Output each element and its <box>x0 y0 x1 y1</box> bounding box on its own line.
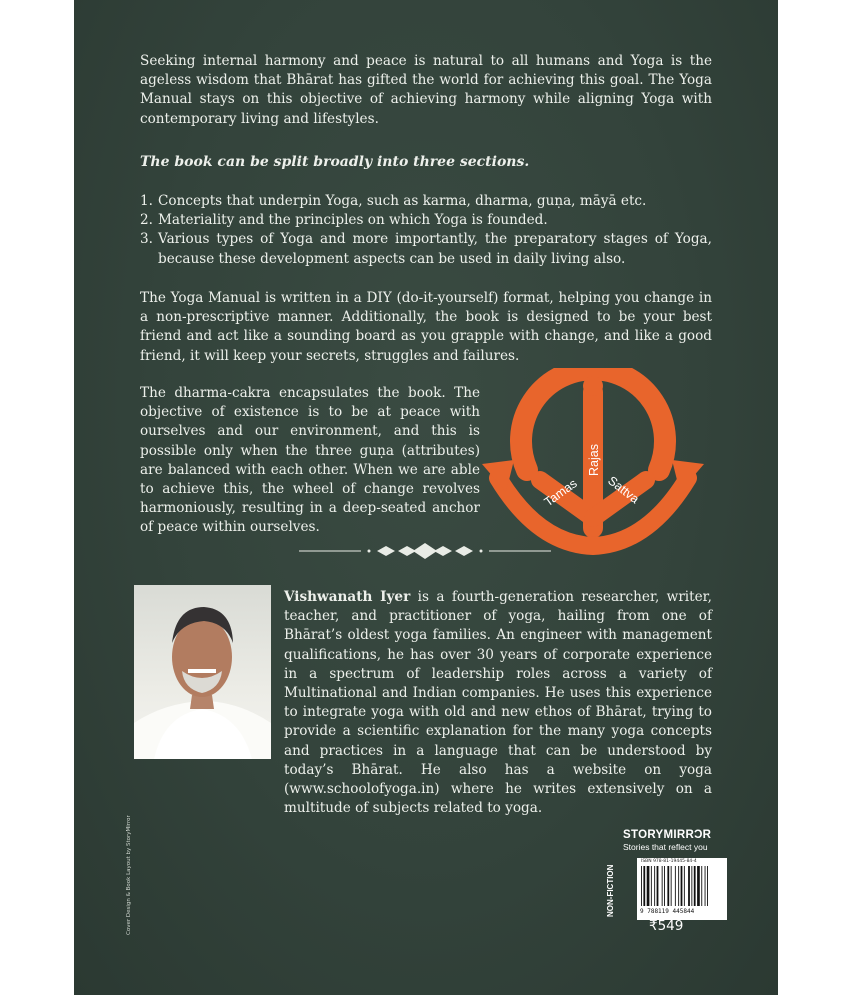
isbn-text: ISBN 978-81-19445-84-4 <box>641 859 697 864</box>
genre-label: NON-FICTION <box>606 864 615 917</box>
list-item <box>140 192 712 211</box>
wheel-label-tamas: Tamas <box>541 476 580 510</box>
intro-paragraph: Seeking internal harmony and peace is natural to all humans and Yoga is the ageless wisdom that Bhārat has gifted the world for achieving this goal. The Yoga Manual stays on this objective of achieving harmony while aligning Yoga with contemporary living and lifestyles. <box>140 53 712 127</box>
isbn-block <box>623 858 727 920</box>
design-credit: Cover Design & Book Layout by StoryMirror <box>126 815 132 935</box>
list-item <box>140 211 712 230</box>
wheel-label-rajas: Rajas <box>587 444 601 476</box>
list-item <box>140 230 712 268</box>
list-item-text: Concepts that underpin Yoga, such as karma, dharma, guṇa, māyā etc. <box>158 193 647 209</box>
publisher-tagline: Stories that reflect you <box>623 842 708 852</box>
wheel-label-sattva: Sattva <box>605 473 642 507</box>
sections-list <box>140 192 712 269</box>
author-bio-text: is a fourth-generation researcher, writer, teacher, and practitioner of yoga, hailing from one of Bhārat’s oldest yoga families. An engineer with management qualifications, he has over 30 years of corporate experience in a spectrum of leadership roles across a variety of Multinational and Indian companies. He uses this experience to integrate yoga with old and new ethos of Bhārat, trying to provide a scientific explanation for the many yoga concepts and practices in a language that can be understood by today’s Bhārat. He also has a website on yoga (www.schoolofyoga.in) where he writes extensively on a multitude of subjects related to yoga. <box>284 589 712 817</box>
list-item-text: Various types of Yoga and more importantly, the preparatory stages of Yoga, because these development aspects can be used in daily living also. <box>158 231 712 267</box>
barcode-bars <box>641 866 723 906</box>
author-photo <box>134 585 271 759</box>
back-cover <box>74 0 778 995</box>
author-bio <box>284 588 712 818</box>
publisher-logo <box>623 829 713 852</box>
diy-paragraph: The Yoga Manual is written in a DIY (do-it-yourself) format, helping you change in a non-prescriptive manner. Additionally, the book is designed to be your best friend and act like a sounding board as you grapple with change, and like a good friend, it will keep your secrets, struggles and failures. <box>140 290 712 364</box>
list-item-number: 2. <box>140 212 153 229</box>
barcode <box>637 858 727 920</box>
author-name: Vishwanath Iyer <box>284 589 411 605</box>
list-item-text: Materiality and the principles on which Yoga is founded. <box>158 212 548 229</box>
barcode-number: 9 788119 445844 <box>640 908 695 915</box>
ornamental-divider <box>299 542 551 560</box>
dharma-cakra-anchor-icon <box>478 368 708 558</box>
list-item-number: 3. <box>140 231 153 248</box>
price: ₹549 <box>649 918 684 934</box>
sections-heading: The book can be split broadly into three sections. <box>140 154 530 170</box>
publisher-name: STORYMIRRƆR <box>623 829 712 841</box>
dharma-paragraph: The dharma-cakra encapsulates the book. The objective of existence is to be at peace with ourselves and our environment, and this is possible only when the three guṇa (attributes) are balanced with each other. When we are able to achieve this, the wheel of change revolves harmoniously, resulting in a deep-seated anchor of peace within ourselves. <box>140 385 480 536</box>
anchor-ring-icon <box>583 376 603 396</box>
list-item-number: 1. <box>140 193 153 209</box>
